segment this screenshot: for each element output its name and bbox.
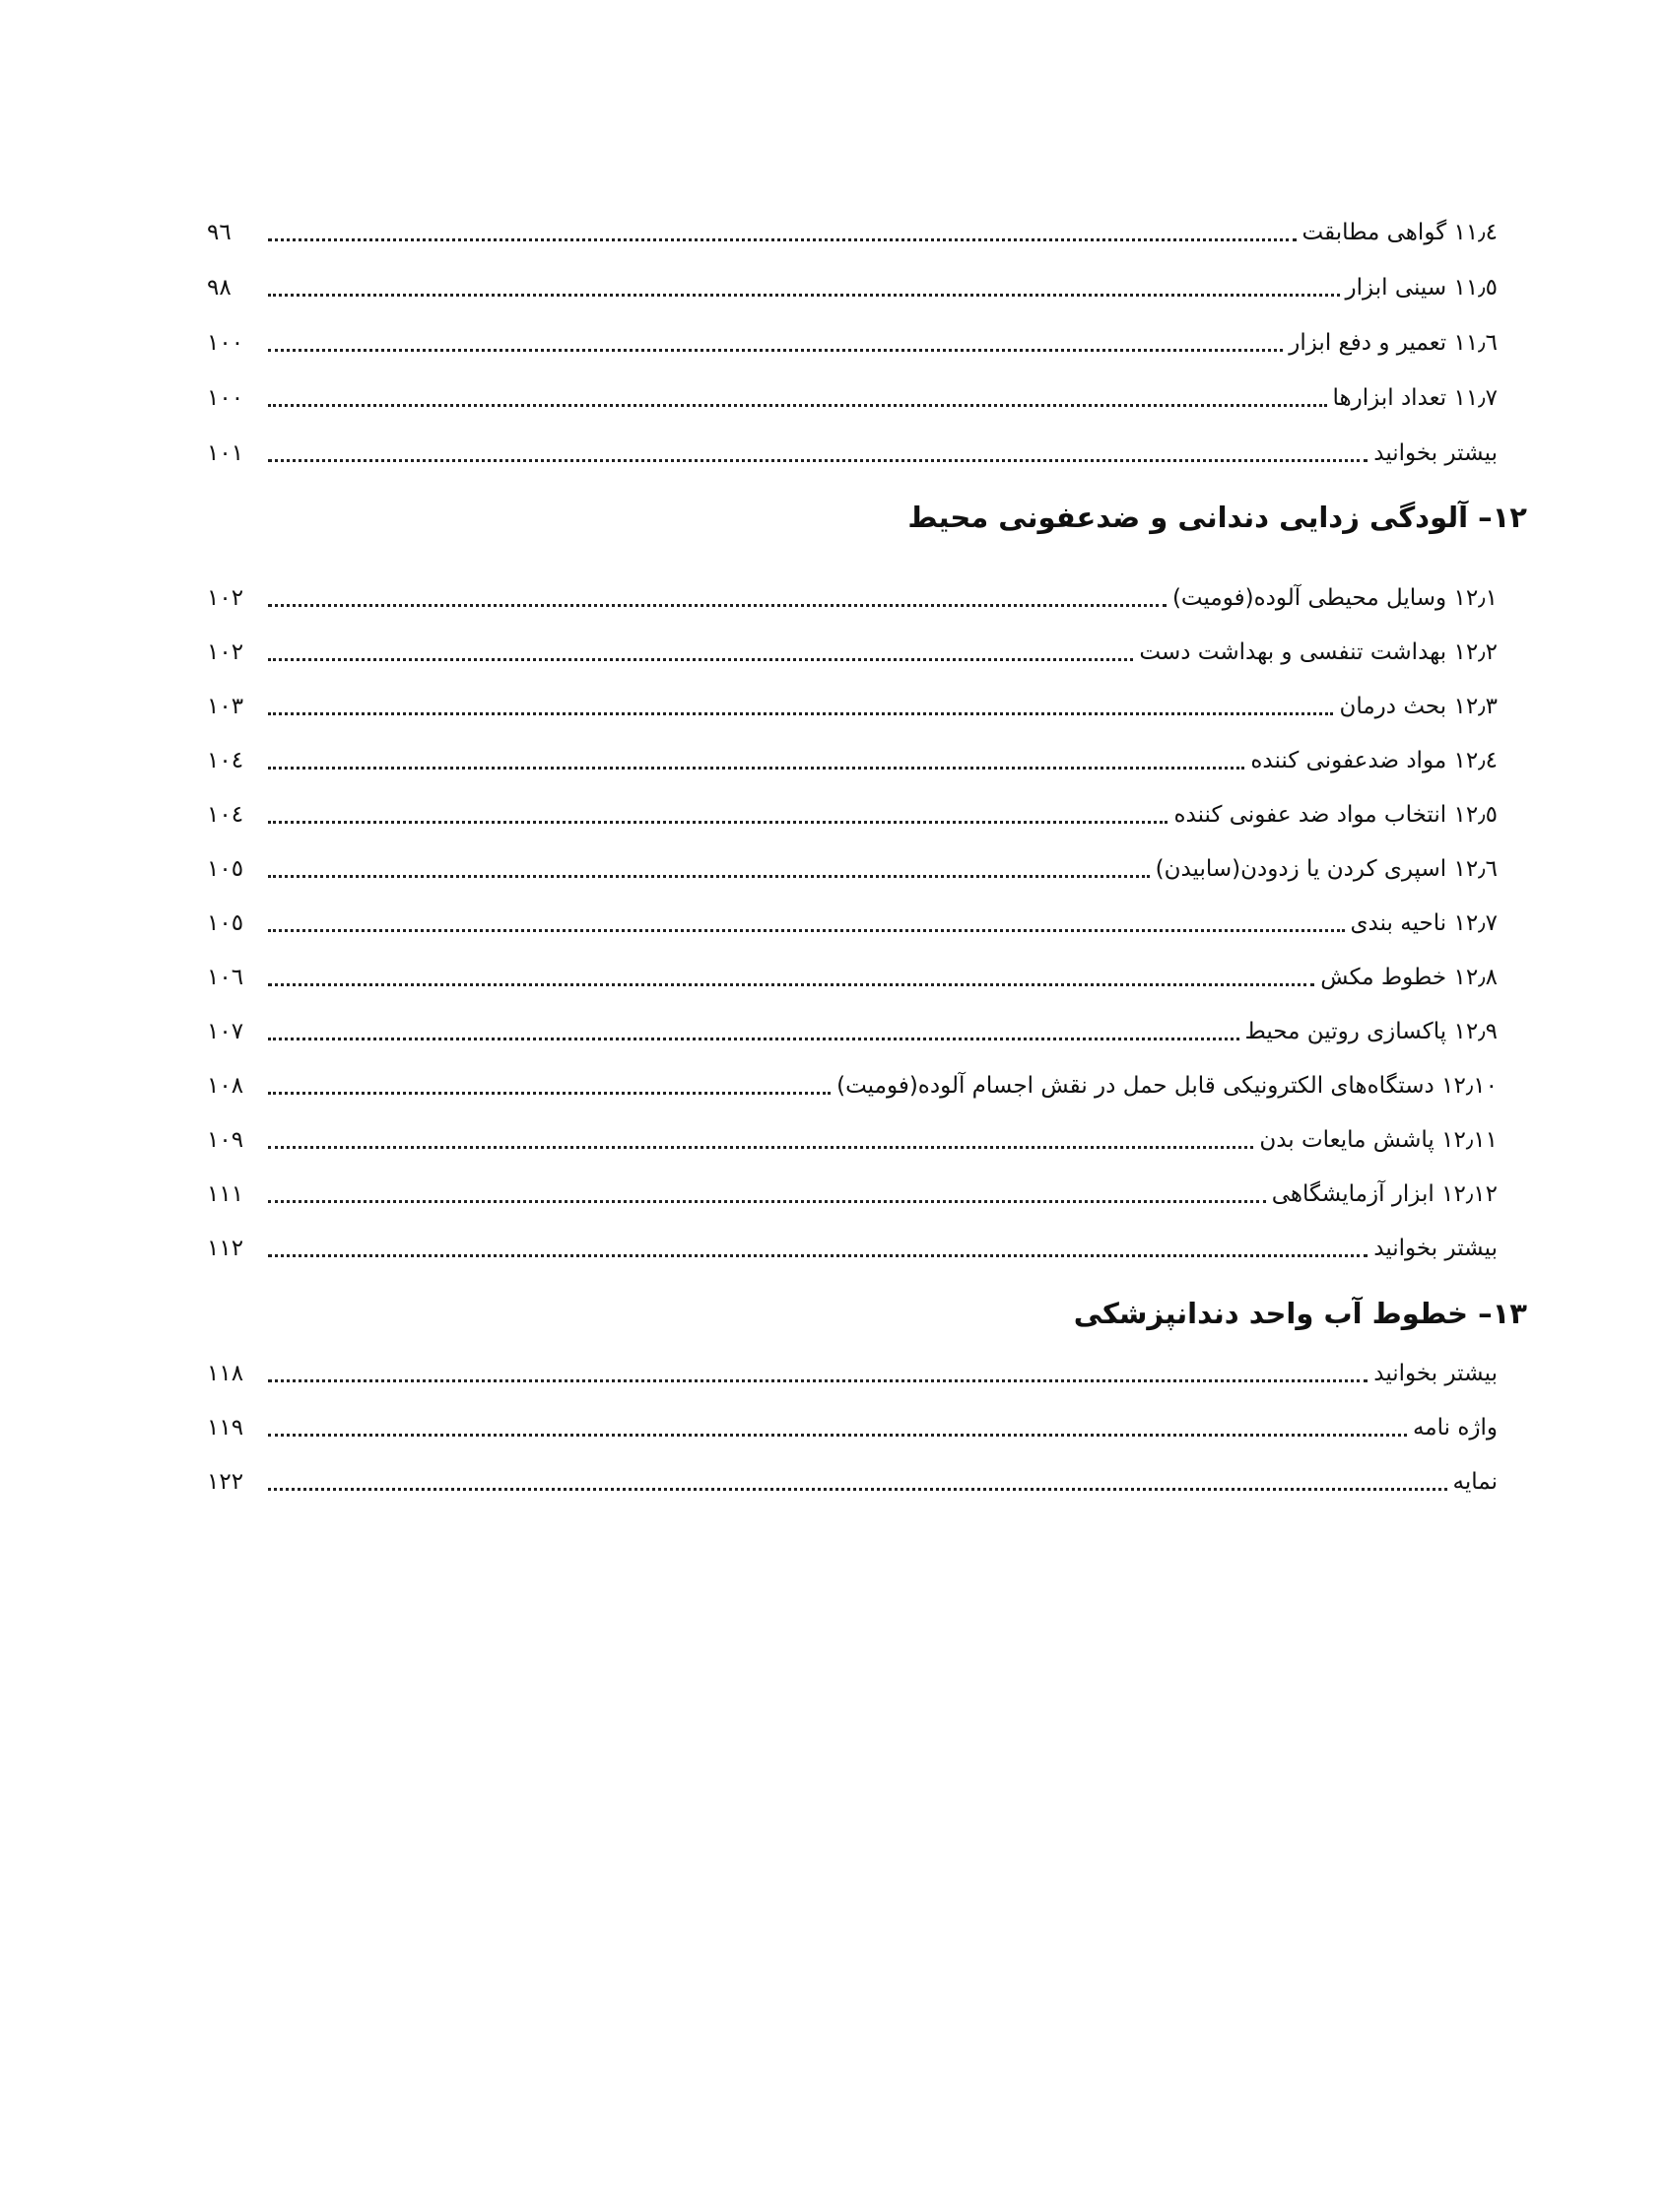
- dot-leader: [268, 929, 1345, 932]
- dot-leader: [268, 459, 1368, 462]
- toc-entry-page: ۱۰۲: [207, 585, 244, 612]
- toc-entry-page: ۱۰٥: [207, 910, 244, 937]
- toc-entry[interactable]: [207, 1045, 1498, 1101]
- toc-entry-page: ۱۲۲: [207, 1469, 244, 1496]
- dot-leader: [268, 1092, 831, 1095]
- toc-entry[interactable]: [207, 1154, 1498, 1209]
- dot-leader: [268, 712, 1333, 715]
- toc-entry[interactable]: [207, 1333, 1498, 1388]
- toc-entry-page: ۱۰۸: [207, 1073, 244, 1100]
- dot-leader: [268, 1146, 1253, 1149]
- toc-entry-page: ۱۰٥: [207, 856, 244, 883]
- dot-leader: [268, 1254, 1368, 1257]
- toc-entry-page: ۱۱۲: [207, 1236, 244, 1262]
- toc-entry-title: ۱۲٫۲ بهداشت تنفسی و بهداشت دست: [1139, 639, 1498, 666]
- toc-entry-page: ۱۰۰: [207, 330, 244, 357]
- toc-entry[interactable]: [207, 991, 1498, 1046]
- toc-entry[interactable]: [207, 558, 1498, 613]
- chapter-number: ۱۳–: [1478, 1297, 1527, 1330]
- dot-leader: [268, 1379, 1368, 1382]
- toc-entry-title: ۱۲٫۱۰ دستگاه‌های الکترونیکی قابل حمل در نقش اجسام آلوده(فومیت): [836, 1073, 1498, 1100]
- toc-entry-page: ۱۱۹: [207, 1415, 244, 1441]
- chapter-title: خطوط آب واحد دندانپزشکی: [1073, 1297, 1469, 1330]
- toc-entry[interactable]: [207, 247, 1498, 302]
- toc-entry[interactable]: [207, 1100, 1498, 1155]
- toc-entry-title: ۱۲٫۹ پاکسازی روتین محیط: [1244, 1019, 1498, 1045]
- toc-entry-title: ۱۲٫۱۱ پاشش مایعات بدن: [1259, 1127, 1498, 1154]
- toc-entry-title: ۱۱٫٤ گواهی مطابقت: [1301, 220, 1498, 246]
- toc-entry-page: ۱۰۰: [207, 385, 244, 412]
- dot-leader: [268, 767, 1244, 770]
- dot-leader: [268, 238, 1297, 241]
- toc-entry-title: ۱۱٫٦ تعمیر و دفع ابزار: [1289, 330, 1498, 357]
- toc-entry[interactable]: [207, 1387, 1498, 1442]
- toc-entry-page: ۱۰۷: [207, 1019, 244, 1045]
- toc-entry-title: ۱۱٫۷ تعداد ابزارها: [1332, 385, 1498, 412]
- toc-entry-page: ۱۱۸: [207, 1361, 244, 1387]
- toc-entry-title: بیشتر بخوانید: [1373, 440, 1498, 467]
- dot-leader: [268, 404, 1327, 407]
- toc-entry-title: ۱۲٫٦ اسپری کردن یا زدودن(سابیدن): [1155, 856, 1498, 883]
- dot-leader: [268, 821, 1168, 824]
- toc-entry[interactable]: [207, 612, 1498, 667]
- toc-entry-title: ۱۲٫٤ مواد ضدعفونی کننده: [1250, 748, 1498, 774]
- dot-leader: [268, 658, 1133, 661]
- toc-entry-title: ۱۲٫۱ وسایل محیطی آلوده(فومیت): [1171, 585, 1498, 612]
- toc-entry-page: ۱۰۱: [207, 440, 244, 467]
- toc-entry-title: ۱۲٫٥ انتخاب مواد ضد عفونی کننده: [1173, 802, 1498, 829]
- toc-entry-page: ۱۰٤: [207, 748, 244, 774]
- toc-entry-title: نمایه: [1452, 1469, 1498, 1496]
- chapter-heading[interactable]: [207, 1271, 1527, 1330]
- toc-entry-title: ۱۲٫۱۲ ابزار آزمایشگاهی: [1271, 1181, 1498, 1208]
- toc-entry-title: ۱۱٫٥ سینی ابزار: [1345, 275, 1498, 302]
- toc-entry-title: ۱۲٫۷ ناحیه بندی: [1350, 910, 1498, 937]
- toc-entry-page: ۱۰٦: [207, 965, 244, 991]
- toc-entry[interactable]: [207, 358, 1498, 413]
- dot-leader: [268, 983, 1314, 986]
- toc-entry[interactable]: [207, 774, 1498, 830]
- toc-entry[interactable]: [207, 666, 1498, 721]
- toc-entry-page: ۹۸: [207, 275, 232, 302]
- dot-leader: [268, 1434, 1407, 1437]
- toc-entry[interactable]: [207, 192, 1498, 247]
- toc-entry[interactable]: [207, 1441, 1498, 1497]
- dot-leader: [268, 604, 1167, 607]
- toc-entry-title: بیشتر بخوانید: [1373, 1236, 1498, 1262]
- toc-entry-page: ۱۰۳: [207, 694, 244, 720]
- dot-leader: [268, 1038, 1239, 1040]
- toc-entry-page: ۱۰٤: [207, 802, 244, 829]
- dot-leader: [268, 1200, 1266, 1203]
- toc-entry[interactable]: [207, 883, 1498, 938]
- toc-entry[interactable]: [207, 937, 1498, 992]
- toc-entry-page: ۹٦: [207, 220, 232, 246]
- toc-entry[interactable]: [207, 302, 1498, 358]
- toc-entry[interactable]: [207, 413, 1498, 468]
- toc-entry-page: ۱۱۱: [207, 1181, 244, 1208]
- toc-entry-title: ۱۲٫۳ بحث درمان: [1339, 694, 1498, 720]
- toc-entry[interactable]: [207, 1208, 1498, 1263]
- toc-entry-title: ۱۲٫۸ خطوط مکش: [1320, 965, 1498, 991]
- chapter-number: ۱۲–: [1478, 501, 1527, 534]
- toc-entry[interactable]: [207, 720, 1498, 775]
- dot-leader: [268, 294, 1340, 297]
- toc-entry-page: ۱۰۲: [207, 639, 244, 666]
- dot-leader: [268, 1488, 1447, 1491]
- chapter-title: آلودگی زدایی دندانی و ضدعفونی محیط: [907, 501, 1469, 534]
- dot-leader: [268, 875, 1150, 878]
- dot-leader: [268, 349, 1283, 352]
- toc-entry[interactable]: [207, 829, 1498, 884]
- toc-entry-title: بیشتر بخوانید: [1373, 1361, 1498, 1387]
- toc-entry-page: ۱۰۹: [207, 1127, 244, 1154]
- chapter-heading[interactable]: [207, 475, 1527, 534]
- toc-entry-title: واژه نامه: [1412, 1415, 1498, 1441]
